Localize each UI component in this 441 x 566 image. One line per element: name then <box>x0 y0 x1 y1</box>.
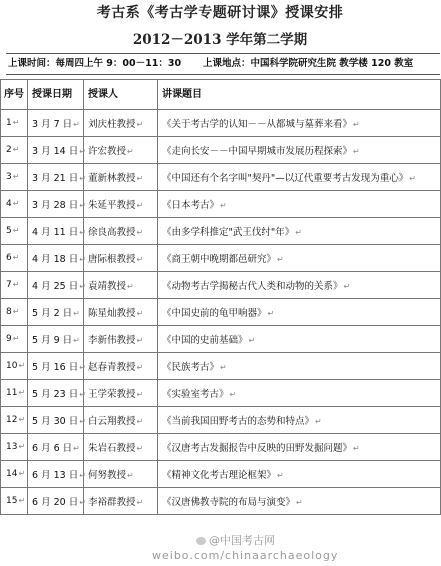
paragraph-mark-icon: ↵ <box>353 444 360 453</box>
paragraph-mark-icon: ↵ <box>136 174 144 183</box>
paragraph-mark-icon: ↵ <box>12 172 20 181</box>
row-date-cell <box>28 326 84 353</box>
paragraph-mark-icon: ↵ <box>127 471 134 480</box>
row-num: 11 <box>6 388 18 398</box>
paragraph-mark-icon: ↵ <box>136 228 144 237</box>
paragraph-mark-icon: ↵ <box>277 255 284 264</box>
row-topic: 《中国的史前基础》 <box>162 335 248 346</box>
row-lecturer: 许宏教授 <box>88 146 127 157</box>
watermark-handle-text: @中国考古网 <box>209 534 275 547</box>
row-date-cell <box>28 110 84 137</box>
row-num-cell <box>1 353 28 380</box>
class-info-bar <box>6 53 440 75</box>
row-date-cell <box>28 407 84 434</box>
row-topic: 《中国还有个名字叫"契丹"—以辽代重要考古发现为重心》 <box>162 173 409 184</box>
paragraph-mark-icon: ↵ <box>136 498 144 507</box>
row-date: 3 月 14 日 <box>32 146 79 157</box>
row-lecturer: 朱延平教授 <box>88 200 136 211</box>
paragraph-mark-icon: ↵ <box>12 253 20 262</box>
row-lecturer: 赵春青教授 <box>88 362 136 373</box>
row-topic: 《动物考古学揭秘古代人类和动物的关系》 <box>162 281 343 292</box>
paragraph-mark-icon: ↵ <box>296 498 303 507</box>
paragraph-mark-icon: ↵ <box>136 201 144 210</box>
row-lecturer-cell <box>84 434 158 461</box>
paragraph-mark-icon: ↵ <box>12 307 20 316</box>
paragraph-mark-icon: ↵ <box>12 226 20 235</box>
table-row <box>1 299 441 326</box>
row-topic-cell <box>158 299 441 326</box>
row-lecturer-cell <box>84 488 158 515</box>
paragraph-mark-icon: ↵ <box>12 280 20 289</box>
row-date: 5 月 30 日 <box>32 416 79 427</box>
paragraph-mark-icon: ↵ <box>79 228 86 237</box>
row-date-cell <box>28 218 84 245</box>
row-lecturer: 董新林教授 <box>88 173 136 184</box>
paragraph-mark-icon: ↵ <box>73 444 80 453</box>
paragraph-mark-icon: ↵ <box>229 390 237 399</box>
row-num-cell <box>1 110 28 137</box>
paragraph-mark-icon: ↵ <box>79 390 86 399</box>
row-lecturer: 袁靖教授 <box>88 281 127 292</box>
row-lecturer: 李裕群教授 <box>88 497 136 508</box>
paragraph-mark-icon: ↵ <box>18 469 26 478</box>
row-num: 9 <box>6 334 12 344</box>
row-date-cell <box>28 164 84 191</box>
row-topic: 《由多学科推定"武王伐纣"年》 <box>162 227 295 238</box>
paragraph-mark-icon: ↵ <box>79 147 86 156</box>
paragraph-mark-icon: ↵ <box>18 442 26 451</box>
paragraph-mark-icon: ↵ <box>136 444 144 453</box>
paragraph-mark-icon: ↵ <box>220 363 227 372</box>
paragraph-mark-icon: ↵ <box>12 118 20 127</box>
paragraph-mark-icon: ↵ <box>409 174 416 183</box>
row-date-cell <box>28 434 84 461</box>
table-row <box>1 245 441 272</box>
row-topic-cell <box>158 218 441 245</box>
table-row <box>1 326 441 353</box>
paragraph-mark-icon: ↵ <box>73 120 80 129</box>
row-num: 6 <box>6 253 12 263</box>
row-topic-cell <box>158 272 441 299</box>
row-num-cell <box>1 137 28 164</box>
paragraph-mark-icon: ↵ <box>277 471 284 480</box>
paragraph-mark-icon: ↵ <box>18 415 26 424</box>
row-date-cell <box>28 353 84 380</box>
row-topic: 《关于考古学的认知－－从都城与墓葬来看》 <box>162 119 353 130</box>
paragraph-mark-icon: ↵ <box>248 336 256 345</box>
class-time-info: 上课时间：每周四上午 9：00－11：30 <box>8 58 182 69</box>
column-header-date: 授课日期 <box>28 80 84 110</box>
row-num-cell <box>1 191 28 218</box>
paragraph-mark-icon: ↵ <box>79 471 86 480</box>
document-subtitle: 2012－2013 学年第二学期 <box>132 32 308 48</box>
paragraph-mark-icon: ↵ <box>136 336 144 345</box>
paragraph-mark-icon: ↵ <box>127 282 134 291</box>
row-date-cell <box>28 272 84 299</box>
column-header-num: 序号 <box>1 80 28 110</box>
row-date: 3 月 21 日 <box>32 173 79 184</box>
row-num: 3 <box>6 172 12 182</box>
row-date-cell <box>28 461 84 488</box>
watermark-handle <box>196 532 275 548</box>
row-num: 4 <box>6 199 12 209</box>
row-date: 3 月 7 日 <box>32 119 73 130</box>
table-row <box>1 380 441 407</box>
schedule-table <box>0 79 441 515</box>
row-topic-cell <box>158 191 441 218</box>
row-topic-cell <box>158 245 441 272</box>
row-topic: 《实验室考古》 <box>162 389 229 400</box>
row-topic-cell <box>158 407 441 434</box>
table-row <box>1 434 441 461</box>
row-num: 15 <box>6 496 18 506</box>
paragraph-mark-icon: ↵ <box>73 336 80 345</box>
row-topic-cell <box>158 488 441 515</box>
row-date: 6 月 20 日 <box>32 497 79 508</box>
paragraph-mark-icon: ↵ <box>136 309 144 318</box>
row-num-cell <box>1 488 28 515</box>
row-num-cell <box>1 245 28 272</box>
row-lecturer-cell <box>84 407 158 434</box>
row-topic: 《精神文化考古理论框架》 <box>162 470 277 481</box>
row-topic: 《民族考古》 <box>162 362 220 373</box>
row-date: 3 月 28 日 <box>32 200 79 211</box>
row-date-cell <box>28 299 84 326</box>
table-row <box>1 353 441 380</box>
paragraph-mark-icon: ↵ <box>315 417 322 426</box>
table-row <box>1 110 441 137</box>
paragraph-mark-icon: ↵ <box>136 390 144 399</box>
row-topic-cell <box>158 353 441 380</box>
row-num: 10 <box>6 361 18 371</box>
row-lecturer: 唐际根教授 <box>88 254 136 265</box>
class-place-info: 上课地点：中国科学院研究生院 教学楼 120 教室 <box>203 58 414 69</box>
weibo-icon <box>196 537 206 545</box>
row-num-cell <box>1 299 28 326</box>
paragraph-mark-icon: ↵ <box>353 120 360 129</box>
row-date: 4 月 11 日 <box>32 227 79 238</box>
row-topic: 《汉唐考古发掘报告中反映的田野发掘问题》 <box>162 443 353 454</box>
paragraph-mark-icon: ↵ <box>267 309 275 318</box>
paragraph-mark-icon: ↵ <box>136 120 144 129</box>
paragraph-mark-icon: ↵ <box>12 145 20 154</box>
row-num: 12 <box>6 415 18 425</box>
table-row <box>1 191 441 218</box>
row-topic-cell <box>158 110 441 137</box>
watermark-url: weibo.com/chinaarchaeology <box>152 549 339 562</box>
row-topic: 《商王朝中晚期都邑研究》 <box>162 254 277 265</box>
paragraph-mark-icon: ↵ <box>18 388 26 397</box>
row-lecturer-cell <box>84 218 158 245</box>
row-lecturer-cell <box>84 245 158 272</box>
row-topic: 《日本考古》 <box>162 200 220 211</box>
paragraph-mark-icon: ↵ <box>353 147 360 156</box>
row-lecturer: 何努教授 <box>88 470 127 481</box>
paragraph-mark-icon: ↵ <box>79 201 86 210</box>
table-row <box>1 272 441 299</box>
column-header-lecturer: 授课人 <box>84 80 158 110</box>
row-lecturer-cell <box>84 461 158 488</box>
row-lecturer: 徐良高教授 <box>88 227 136 238</box>
row-num-cell <box>1 434 28 461</box>
row-topic: 《汉唐佛教寺院的布局与演变》 <box>162 497 296 508</box>
row-topic-cell <box>158 461 441 488</box>
row-topic-cell <box>158 326 441 353</box>
row-topic-cell <box>158 164 441 191</box>
row-lecturer: 朱岩石教授 <box>88 443 136 454</box>
row-num-cell <box>1 407 28 434</box>
row-lecturer-cell <box>84 299 158 326</box>
column-header-topic: 讲课题目 <box>158 80 441 110</box>
paragraph-mark-icon: ↵ <box>127 147 134 156</box>
paragraph-mark-icon: ↵ <box>73 309 80 318</box>
row-num: 7 <box>6 280 12 290</box>
paragraph-mark-icon: ↵ <box>12 334 20 343</box>
paragraph-mark-icon: ↵ <box>79 363 86 372</box>
row-topic: 《中国史前的龟甲响器》 <box>162 308 267 319</box>
row-date: 5 月 23 日 <box>32 389 79 400</box>
row-lecturer-cell <box>84 380 158 407</box>
row-lecturer-cell <box>84 164 158 191</box>
row-num-cell <box>1 461 28 488</box>
row-date: 6 月 13 日 <box>32 470 79 481</box>
row-lecturer-cell <box>84 110 158 137</box>
row-lecturer: 李新伟教授 <box>88 335 136 346</box>
paragraph-mark-icon: ↵ <box>136 255 144 264</box>
row-num: 8 <box>6 307 12 317</box>
row-lecturer: 刘庆柱教授 <box>88 119 136 130</box>
row-date-cell <box>28 191 84 218</box>
paragraph-mark-icon: ↵ <box>79 174 86 183</box>
table-row <box>1 137 441 164</box>
table-header-row <box>1 80 441 110</box>
row-date: 5 月 2 日 <box>32 308 73 319</box>
row-date-cell <box>28 245 84 272</box>
row-date: 4 月 25 日 <box>32 281 79 292</box>
row-date: 4 月 18 日 <box>32 254 79 265</box>
row-num-cell <box>1 326 28 353</box>
row-lecturer-cell <box>84 191 158 218</box>
row-num-cell <box>1 272 28 299</box>
row-num-cell <box>1 380 28 407</box>
paragraph-mark-icon: ↵ <box>79 498 86 507</box>
paragraph-mark-icon: ↵ <box>295 228 302 237</box>
row-date: 5 月 16 日 <box>32 362 79 373</box>
row-topic-cell <box>158 380 441 407</box>
table-row <box>1 488 441 515</box>
row-topic: 《走向长安－－中国早期城市发展历程探索》 <box>162 146 353 157</box>
row-lecturer-cell <box>84 326 158 353</box>
row-num-cell <box>1 218 28 245</box>
row-topic-cell <box>158 434 441 461</box>
row-topic-cell <box>158 137 441 164</box>
row-num-cell <box>1 164 28 191</box>
row-num: 5 <box>6 226 12 236</box>
paragraph-mark-icon: ↵ <box>79 255 86 264</box>
paragraph-mark-icon: ↵ <box>12 199 20 208</box>
row-lecturer-cell <box>84 272 158 299</box>
row-date-cell <box>28 380 84 407</box>
row-lecturer: 王学荣教授 <box>88 389 136 400</box>
row-lecturer-cell <box>84 137 158 164</box>
row-date-cell <box>28 137 84 164</box>
table-row <box>1 164 441 191</box>
table-row <box>1 461 441 488</box>
document-title: 考古系《考古学专题研讨课》授课安排 <box>96 5 344 21</box>
table-row <box>1 218 441 245</box>
row-date-cell <box>28 488 84 515</box>
row-num: 13 <box>6 442 18 452</box>
paragraph-mark-icon: ↵ <box>79 282 86 291</box>
row-num: 14 <box>6 469 18 479</box>
row-lecturer-cell <box>84 353 158 380</box>
row-num: 1 <box>6 118 12 128</box>
paragraph-mark-icon: ↵ <box>220 201 227 210</box>
row-lecturer: 陈星灿教授 <box>88 308 136 319</box>
paragraph-mark-icon: ↵ <box>136 417 144 426</box>
row-date: 5 月 9 日 <box>32 335 73 346</box>
paragraph-mark-icon: ↵ <box>343 282 351 291</box>
paragraph-mark-icon: ↵ <box>79 417 86 426</box>
paragraph-mark-icon: ↵ <box>18 496 26 505</box>
paragraph-mark-icon: ↵ <box>136 363 144 372</box>
row-date: 6 月 6 日 <box>32 443 73 454</box>
row-lecturer: 白云翔教授 <box>88 416 136 427</box>
paragraph-mark-icon: ↵ <box>18 361 26 370</box>
row-num: 2 <box>6 145 12 155</box>
table-row <box>1 407 441 434</box>
row-topic: 《当前我国田野考古的态势和特点》 <box>162 416 315 427</box>
